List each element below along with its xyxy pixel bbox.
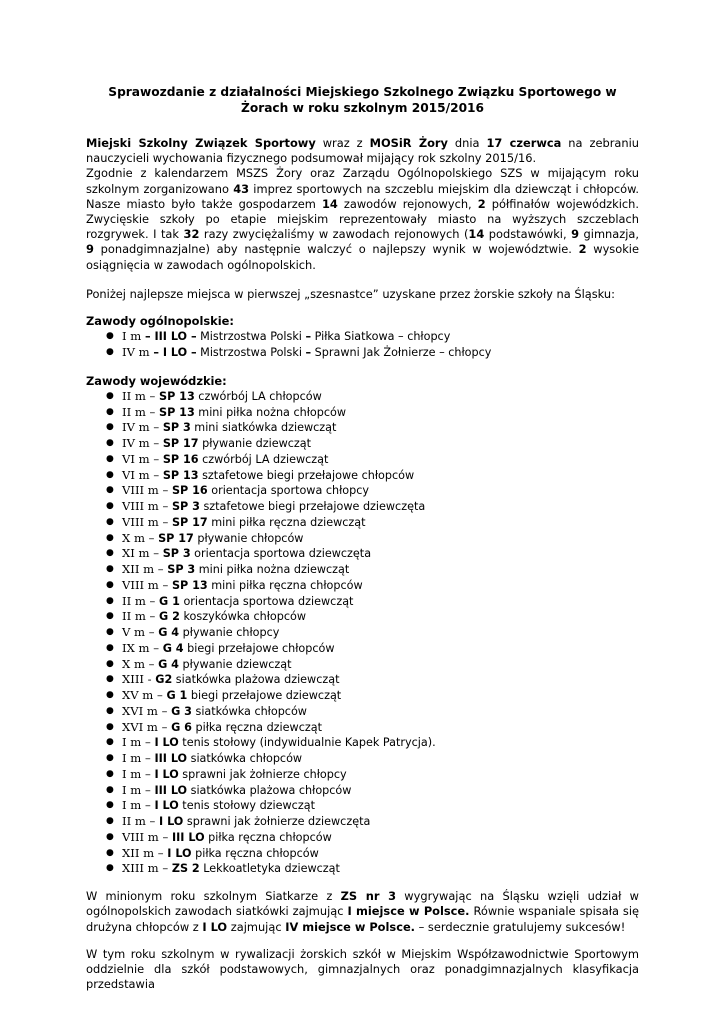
intro-text: na zebraniu nauczycieli wychowania fizycznego podsumował mijający rok szkolny 2015/16. xyxy=(86,136,639,166)
result-event: pływanie chłopców xyxy=(193,531,304,545)
bullet-icon: ● xyxy=(106,469,114,480)
volley-text: wygrywając na Śląsku wzięli udział w ogólnopolskich zawodach siatkówki zajmując xyxy=(86,889,640,919)
list-item xyxy=(106,389,639,405)
volley-text: zajmując xyxy=(227,919,286,934)
result-event: sprawni jak żołnierze chłopcy xyxy=(178,767,347,781)
volleyball-paragraph xyxy=(86,889,639,935)
result-school: G 1 xyxy=(159,594,180,608)
intro-text: imprez sportowych na szczeblu miejskim dla dziewcząt i chłopców. Nasze miasto było także gospodarzem xyxy=(86,181,639,211)
events-count: 43 xyxy=(233,181,250,196)
bullet-icon: ● xyxy=(106,548,114,559)
intro-text: zawodów rejonowych, xyxy=(337,196,478,211)
result-event: siatkówka chłopców xyxy=(191,704,307,718)
result-school: ZS 2 xyxy=(171,862,200,876)
result-place: XVI m – xyxy=(122,703,172,718)
list-item xyxy=(106,468,639,484)
result-event: biegi przełajowe dziewcząt xyxy=(187,689,342,703)
result-place: II m – xyxy=(122,593,160,608)
list-item xyxy=(106,483,639,499)
result-place: IX m – xyxy=(122,640,163,655)
list-item xyxy=(106,704,639,720)
gymnasium-count: 9 xyxy=(571,227,580,242)
result-place: X m – xyxy=(122,530,159,545)
list-item xyxy=(106,846,639,862)
intro-text: ponadgimnazjalne) aby następnie walczyć o najlepszy wynik w województwie. xyxy=(93,242,579,257)
result-place: X m – xyxy=(122,656,159,671)
intro-text: gimnazja, xyxy=(579,227,639,242)
bullet-icon: ● xyxy=(106,753,114,764)
result-school: III LO xyxy=(154,752,188,766)
intro-text: wysokie osiągnięcia w zawodach ogólnopolskich. xyxy=(86,242,639,272)
result-school: I LO xyxy=(167,846,192,860)
result-event: Mistrzostwa Polski xyxy=(196,345,306,359)
school-ilo: I LO xyxy=(202,919,228,934)
result-event: koszykówka chłopców xyxy=(179,610,306,624)
list-item xyxy=(106,436,639,452)
regional-results-list xyxy=(86,389,639,877)
result-event: sztafetowe biegi przełajowe chłopców xyxy=(198,468,415,482)
volley-text: W minionym roku szkolnym Siatkarze z xyxy=(86,889,341,904)
intro-text: półfinałów wojewódzkich. Zwycięskie szkoły po etapie miejskim reprezentowały miasto na wyższych szczeblach rozgrywek. I tak xyxy=(86,196,640,242)
result-school: I LO xyxy=(154,799,179,813)
result-school: G 4 xyxy=(158,657,179,671)
bullet-icon: ● xyxy=(106,564,114,575)
list-item xyxy=(106,345,639,361)
list-item xyxy=(106,531,639,547)
result-school: – I LO – xyxy=(153,345,197,359)
primary-count: 14 xyxy=(468,227,485,242)
wins-count: 32 xyxy=(183,227,200,242)
result-event-detail: Sprawni Jak Żołnierze – chłopcy xyxy=(311,345,492,359)
list-item xyxy=(106,720,639,736)
national-heading: Zawody ogólnopolskie: xyxy=(86,314,234,329)
bullet-icon: ● xyxy=(106,863,114,874)
result-place: VIII m – xyxy=(122,577,172,592)
fourth-place-poland: IV miejsce w Polsce. xyxy=(285,919,415,934)
result-place: II m – xyxy=(122,404,160,419)
result-place: VIII m – xyxy=(122,514,172,529)
list-item xyxy=(106,578,639,594)
list-item xyxy=(106,798,639,814)
first-place-poland: I miejsce w Polsce. xyxy=(347,904,470,919)
closing-paragraph: W tym roku szkolnym w rywalizacji żorskich szkół w Miejskim Współzawodnictwie Sportowym oddzielnie dla szkół podstawowych, gimnazjalnych oraz ponadgimnazjalnych klasyfikacja przedstawia xyxy=(86,946,639,992)
bullet-icon: ● xyxy=(106,422,114,433)
list-item xyxy=(106,861,639,877)
result-event: piłka ręczna chłopców xyxy=(191,846,319,860)
result-event: mini piłka ręczna chłopców xyxy=(207,578,363,592)
org-name: Miejski Szkolny Związek Sportowy xyxy=(86,136,316,150)
list-item xyxy=(106,735,639,751)
result-event: czwórbój LA dziewcząt xyxy=(198,452,329,466)
result-place: VI m – xyxy=(122,451,163,466)
result-school: SP 16 xyxy=(162,452,199,466)
result-school: I LO xyxy=(159,815,184,829)
result-school: SP 17 xyxy=(162,437,199,451)
list-item xyxy=(106,420,639,436)
result-school: G 6 xyxy=(171,720,192,734)
result-event: orientacja sportowa dziewczęta xyxy=(190,547,372,561)
regional-heading: Zawody wojewódzkie: xyxy=(86,373,227,388)
bullet-icon: ● xyxy=(106,816,114,827)
list-item xyxy=(106,546,639,562)
intro-text: dnia xyxy=(447,136,487,150)
result-place: XVI m – xyxy=(122,719,172,734)
result-school: G2 xyxy=(155,673,173,687)
bullet-icon: ● xyxy=(106,516,114,527)
bullet-icon: ● xyxy=(106,658,114,669)
result-school: G 4 xyxy=(158,626,180,640)
result-place: XI m – xyxy=(122,546,163,561)
school-zs3: ZS nr 3 xyxy=(340,889,397,904)
bullet-icon: ● xyxy=(106,501,114,512)
intro-text: wraz z xyxy=(315,136,370,150)
result-school: G 1 xyxy=(166,689,188,703)
result-school: SP 3 xyxy=(162,421,191,435)
bullet-icon: ● xyxy=(106,595,114,606)
result-school: SP 3 xyxy=(162,547,191,561)
result-event: mini piłka nożna dziewcząt xyxy=(195,563,350,577)
list-item xyxy=(106,783,639,799)
bullet-icon: ● xyxy=(106,406,114,417)
result-event: tenis stołowy (indywidualnie Kapek Patrycja). xyxy=(178,736,436,750)
result-separator: – xyxy=(305,330,312,344)
high-achievements-count: 2 xyxy=(578,242,587,257)
result-place: VIII m – xyxy=(122,499,172,514)
bullet-icon: ● xyxy=(106,768,114,779)
result-place: IV m xyxy=(122,344,154,359)
result-place: XII m – xyxy=(122,845,168,860)
result-school: SP 3 xyxy=(167,563,196,577)
list-item xyxy=(106,641,639,657)
result-place: XIII - xyxy=(122,672,156,687)
list-item xyxy=(106,814,639,830)
bullet-icon: ● xyxy=(106,346,114,357)
list-item xyxy=(106,499,639,515)
result-event: pływanie dziewcząt xyxy=(178,657,292,671)
list-item xyxy=(106,329,639,345)
bullet-icon: ● xyxy=(106,800,114,811)
list-item xyxy=(106,609,639,625)
result-school: SP 13 xyxy=(159,405,195,419)
intro-text: razy zwyciężaliśmy w zawodach rejonowych ( xyxy=(199,227,469,242)
volley-text: Równie wspaniale spisała się drużyna chłopców z xyxy=(86,904,639,934)
result-school: SP 17 xyxy=(158,531,194,545)
result-place: II m – xyxy=(122,609,160,624)
bullet-icon: ● xyxy=(106,485,114,496)
result-event-detail: Piłka Siatkowa – chłopcy xyxy=(311,330,451,344)
list-item xyxy=(106,657,639,673)
result-place: V m – xyxy=(122,625,159,640)
result-school: G 3 xyxy=(171,704,192,718)
result-school: I LO xyxy=(154,767,179,781)
result-place: IV m – xyxy=(122,420,163,435)
post-gymnasium-count: 9 xyxy=(86,242,94,257)
semifinals-count: 2 xyxy=(477,196,486,211)
result-place: II m – xyxy=(122,814,160,829)
result-school: SP 13 xyxy=(159,389,195,403)
result-event: czwórbój LA chłopców xyxy=(194,389,322,403)
result-place: XII m – xyxy=(122,562,168,577)
result-place: I m xyxy=(122,329,145,344)
result-event: biegi przełajowe chłopców xyxy=(183,641,335,655)
result-school: SP 3 xyxy=(171,500,200,514)
bullet-icon: ● xyxy=(106,579,114,590)
result-place: XIII m – xyxy=(122,861,172,876)
bullet-icon: ● xyxy=(106,737,114,748)
bullet-icon: ● xyxy=(106,453,114,464)
bullet-icon: ● xyxy=(106,847,114,858)
result-event: mini piłka nożna chłopców xyxy=(194,405,346,419)
result-event: sprawni jak żołnierze dziewczęta xyxy=(183,815,371,829)
result-event: mini siatkówka dziewcząt xyxy=(190,421,337,435)
intro-text: podstawówki, xyxy=(484,227,572,242)
result-place: II m – xyxy=(122,388,160,403)
list-item xyxy=(106,405,639,421)
result-school: G 2 xyxy=(159,610,180,624)
result-event: Lekkoatletyka dziewcząt xyxy=(199,862,340,876)
intro-paragraph xyxy=(86,136,639,273)
bullet-icon: ● xyxy=(106,331,114,342)
meeting-date: 17 czerwca xyxy=(486,136,562,150)
bullet-icon: ● xyxy=(106,611,114,622)
result-event: pływanie dziewcząt xyxy=(198,437,312,451)
result-school: SP 17 xyxy=(171,515,208,529)
result-place: VIII m – xyxy=(122,829,172,844)
result-place: XV m – xyxy=(122,688,167,703)
bullet-icon: ● xyxy=(106,674,114,685)
result-event: mini piłka ręczna dziewcząt xyxy=(207,515,366,529)
result-place: I m – xyxy=(122,735,155,750)
result-school: SP 13 xyxy=(171,578,208,592)
list-item xyxy=(106,751,639,767)
national-results-list xyxy=(86,329,639,361)
list-item xyxy=(106,515,639,531)
result-school: I LO xyxy=(154,736,179,750)
mosir-name: MOSiR Żory xyxy=(369,136,448,150)
result-school: III LO xyxy=(171,830,205,844)
result-event: tenis stołowy dziewcząt xyxy=(178,799,315,813)
list-item xyxy=(106,452,639,468)
lead-text: Poniżej najlepsze miejsca w pierwszej „szesnastce” uzyskane przez żorskie szkoły na Śląsku: xyxy=(86,286,615,301)
result-event: piłka ręczna chłopców xyxy=(204,830,332,844)
result-separator: – xyxy=(305,345,312,359)
result-place: VIII m – xyxy=(122,483,172,498)
result-school: G 4 xyxy=(162,641,184,655)
bullet-icon: ● xyxy=(106,831,114,842)
result-school: – III LO – xyxy=(144,330,197,344)
list-item xyxy=(106,767,639,783)
result-school: III LO xyxy=(154,783,188,797)
bullet-icon: ● xyxy=(106,690,114,701)
list-item xyxy=(106,688,639,704)
result-event: siatkówka plażowa dziewcząt xyxy=(172,673,340,687)
list-item xyxy=(106,672,639,688)
bullet-icon: ● xyxy=(106,532,114,543)
result-event: siatkówka plażowa chłopców xyxy=(187,783,352,797)
result-event: orientacja sportowa dziewcząt xyxy=(179,594,354,608)
result-place: I m – xyxy=(122,782,155,797)
list-item xyxy=(106,562,639,578)
document-title: Sprawozdanie z działalności Miejskiego Szkolnego Związku Sportowego w Żorach w roku szkolnym 2015/2016 xyxy=(108,85,617,115)
result-event: Mistrzostwa Polski xyxy=(196,330,306,344)
result-place: I m – xyxy=(122,798,155,813)
result-event: siatkówka chłopców xyxy=(187,752,303,766)
result-school: SP 13 xyxy=(162,468,199,482)
list-item xyxy=(106,594,639,610)
result-event: piłka ręczna dziewcząt xyxy=(191,720,322,734)
bullet-icon: ● xyxy=(106,642,114,653)
result-place: I m – xyxy=(122,766,155,781)
list-item xyxy=(106,625,639,641)
bullet-icon: ● xyxy=(106,721,114,732)
bullet-icon: ● xyxy=(106,390,114,401)
result-place: IV m – xyxy=(122,436,163,451)
bullet-icon: ● xyxy=(106,438,114,449)
result-event: pływanie chłopcy xyxy=(179,626,280,640)
bullet-icon: ● xyxy=(106,705,114,716)
regional-count: 14 xyxy=(321,196,338,211)
result-event: orientacja sportowa chłopcy xyxy=(207,484,370,498)
result-place: VI m – xyxy=(122,467,163,482)
volley-text: – serdecznie gratulujemy sukcesów! xyxy=(415,919,626,934)
result-place: I m – xyxy=(122,751,155,766)
bullet-icon: ● xyxy=(106,784,114,795)
result-school: SP 16 xyxy=(171,484,208,498)
bullet-icon: ● xyxy=(106,627,114,638)
intro-text: Zgodnie z kalendarzem MSZS Żory oraz Zarządu Ogólnopolskiego SZS w mijającym roku szkolnym zorganizowano xyxy=(86,166,639,196)
list-item xyxy=(106,830,639,846)
result-event: sztafetowe biegi przełajowe dziewczęta xyxy=(199,500,426,514)
